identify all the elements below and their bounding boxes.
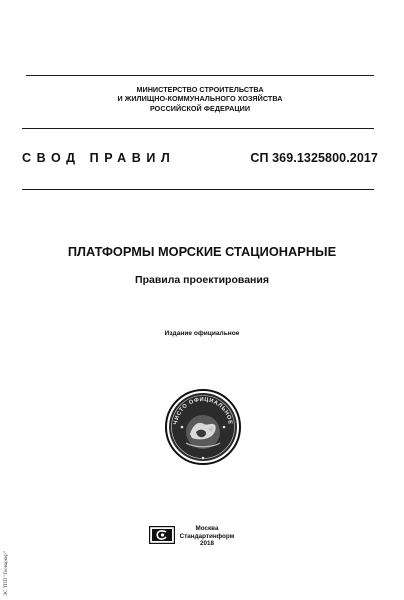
side-stamp: ЭС ТПП "Геоваркер" <box>4 551 9 596</box>
edition-note: Издание официальное <box>164 330 240 337</box>
ministry-header <box>26 85 374 113</box>
document-code: СП 369.1325800.2017 <box>250 151 378 165</box>
ministry-line-3: РОССИЙСКОЙ ФЕДЕРАЦИИ <box>149 103 251 113</box>
seal-text: ЧИСТО ОФИЦИАЛЬНОЕ <box>173 396 233 426</box>
rule-below-code <box>22 189 374 190</box>
top-rule <box>26 75 374 76</box>
ministry-line-1: МИНИСТЕРСТВО СТРОИТЕЛЬСТВА <box>136 85 264 94</box>
document-subtitle: Правила проектирования <box>135 274 269 286</box>
code-set-label: СВОД ПРАВИЛ <box>22 151 176 165</box>
ministry-line-2: И ЖИЛИЩНО-КОММУНАЛЬНОГО ХОЗЯЙСТВА <box>117 94 283 104</box>
rule-above-code <box>22 128 374 129</box>
publisher-block <box>176 525 238 548</box>
official-seal-icon <box>164 388 242 466</box>
publisher-city: Москва <box>195 525 219 532</box>
publisher-year: 2018 <box>199 540 214 548</box>
standartinform-logo-icon <box>149 526 175 544</box>
publisher-name: Стандартинформ <box>179 532 235 540</box>
document-title: ПЛАТФОРМЫ МОРСКИЕ СТАЦИОНАРНЫЕ <box>67 244 337 259</box>
